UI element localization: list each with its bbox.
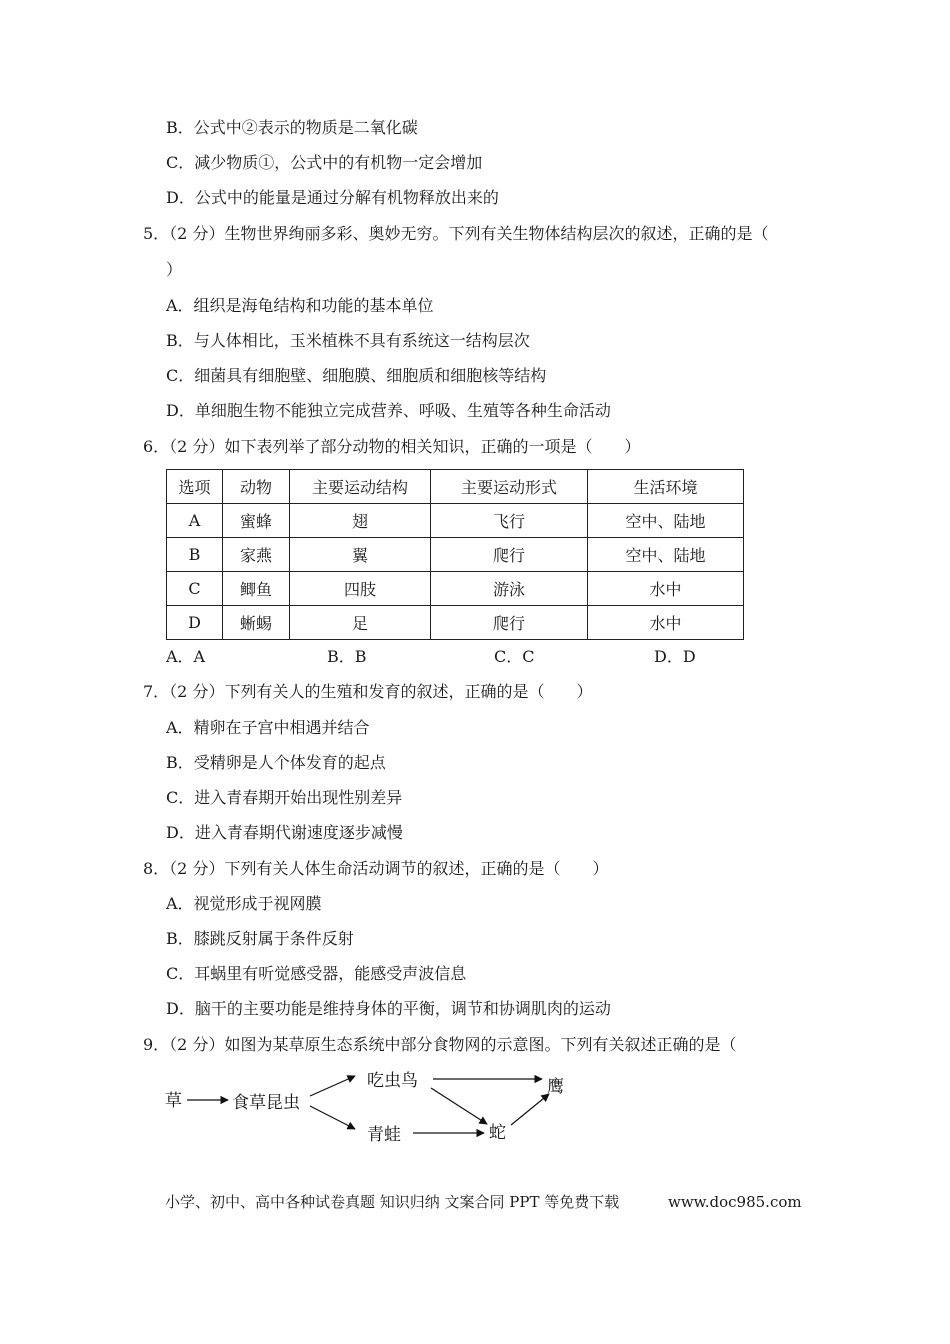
food-web-diagram — [155, 1060, 585, 1150]
arrow-insect-bird — [310, 1076, 355, 1096]
q6-answer-b: B．B — [327, 647, 367, 666]
q4-option-d: D．公式中的能量是通过分解有机物释放出来的 — [166, 188, 499, 207]
node-bird: 吃虫鸟 — [367, 1071, 418, 1091]
table-cell: 爬行 — [431, 606, 588, 640]
q7-option-c: C．进入青春期开始出现性别差异 — [166, 788, 403, 807]
q5-option-c: C．细菌具有细胞壁、细胞膜、细胞质和细胞核等结构 — [166, 366, 547, 385]
q4-option-b: B．公式中②表示的物质是二氧化碳 — [166, 118, 418, 137]
table-cell: 蜥蜴 — [223, 606, 290, 640]
footer-text: 小学、初中、高中各种试卷真题 知识归纳 文案合同 PPT 等免费下载 — [165, 1193, 620, 1211]
q8-option-d: D．脑干的主要功能是维持身体的平衡，调节和协调肌肉的运动 — [166, 999, 611, 1018]
table-cell: 爬行 — [431, 538, 588, 572]
table-cell: 空中、陆地 — [588, 504, 744, 538]
table-header-cell: 生活环境 — [588, 470, 744, 504]
q7-option-b: B．受精卵是人个体发育的起点 — [166, 753, 386, 772]
table-row — [167, 606, 744, 640]
node-snake: 蛇 — [489, 1123, 506, 1143]
arrow-snake-eagle — [511, 1094, 549, 1125]
table-cell: C — [167, 572, 223, 606]
table-cell: 游泳 — [431, 572, 588, 606]
node-insect: 食草昆虫 — [232, 1093, 300, 1113]
table-cell: 家燕 — [223, 538, 290, 572]
table-cell: 四肢 — [290, 572, 431, 606]
q5-stem-cont: ） — [166, 260, 183, 279]
q6-stem: 6．（2 分）如下表列举了部分动物的相关知识，正确的一项是（ ） — [143, 437, 641, 456]
q7-stem: 7．（2 分）下列有关人的生殖和发育的叙述，正确的是（ ） — [143, 682, 593, 701]
arrow-insect-frog — [310, 1106, 355, 1129]
q6-answer-a: A．A — [166, 647, 206, 666]
q5-option-b: B．与人体相比，玉米植株不具有系统这一结构层次 — [166, 331, 530, 350]
q5-option-a: A．组织是海龟结构和功能的基本单位 — [166, 296, 434, 315]
table-row — [167, 572, 744, 606]
node-eagle: 鹰 — [547, 1077, 564, 1097]
table-cell: B — [167, 538, 223, 572]
q5-option-d: D．单细胞生物不能独立完成营养、呼吸、生殖等各种生命活动 — [166, 401, 611, 420]
table-header-cell: 主要运动结构 — [290, 470, 431, 504]
table-cell: 空中、陆地 — [588, 538, 744, 572]
table-cell: 足 — [290, 606, 431, 640]
q8-option-c: C．耳蜗里有听觉感受器，能感受声波信息 — [166, 964, 467, 983]
node-frog: 青蛙 — [367, 1125, 401, 1145]
table-cell: A — [167, 504, 223, 538]
q6-answer-c: C．C — [494, 647, 535, 666]
table-cell: 水中 — [588, 572, 744, 606]
q7-option-d: D．进入青春期代谢速度逐步减慢 — [166, 823, 403, 842]
q6-answer-d: D．D — [654, 647, 696, 666]
q8-stem: 8．（2 分）下列有关人体生命活动调节的叙述，正确的是（ ） — [143, 859, 609, 878]
table-header-cell: 动物 — [223, 470, 290, 504]
table-cell: 翅 — [290, 504, 431, 538]
table-cell: 鲫鱼 — [223, 572, 290, 606]
arrow-bird-snake — [431, 1088, 487, 1124]
table-cell: 水中 — [588, 606, 744, 640]
table-row — [167, 504, 744, 538]
q8-option-a: A．视觉形成于视网膜 — [166, 894, 322, 913]
table-cell: D — [167, 606, 223, 640]
table-row — [167, 538, 744, 572]
q9-stem: 9．（2 分）如图为某草原生态系统中部分食物网的示意图。下列有关叙述正确的是（ — [143, 1035, 737, 1054]
q4-option-c: C．减少物质①，公式中的有机物一定会增加 — [166, 153, 483, 172]
table-header-cell: 选项 — [167, 470, 223, 504]
q5-stem: 5．（2 分）生物世界绚丽多彩、奥妙无穷。下列有关生物体结构层次的叙述，正确的是（ — [143, 224, 769, 243]
table-header-row — [167, 470, 744, 504]
table-cell: 蜜蜂 — [223, 504, 290, 538]
q7-option-a: A．精卵在子宫中相遇并结合 — [166, 718, 370, 737]
table-header-cell: 主要运动形式 — [431, 470, 588, 504]
table-cell: 飞行 — [431, 504, 588, 538]
q8-option-b: B．膝跳反射属于条件反射 — [166, 929, 354, 948]
table-cell: 翼 — [290, 538, 431, 572]
footer-url: www.doc985.com — [668, 1193, 802, 1211]
q6-table — [166, 469, 744, 640]
node-grass: 草 — [165, 1091, 182, 1111]
